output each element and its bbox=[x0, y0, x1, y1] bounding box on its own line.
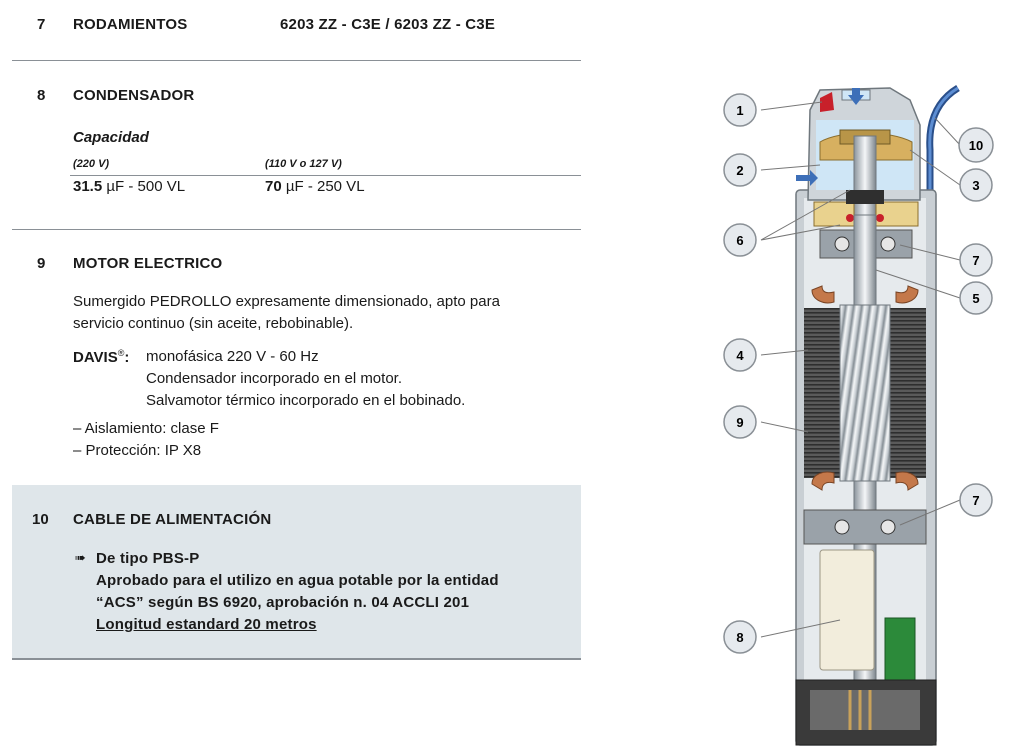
capacity-table-rule bbox=[70, 175, 581, 176]
motor-desc-line1: Sumergido PEDROLLO expresamente dimensionado, apto para bbox=[73, 293, 500, 310]
section-9-title: MOTOR ELECTRICO bbox=[73, 255, 223, 272]
section-10-title: CABLE DE ALIMENTACIÓN bbox=[73, 511, 272, 528]
svg-text:7: 7 bbox=[972, 253, 980, 268]
capacity-col1-unit: µF - 500 VL bbox=[102, 178, 186, 195]
cable-approval-line1: Aprobado para el utilizo en agua potable por la entidad bbox=[96, 572, 499, 589]
davis-registered-mark: ® bbox=[117, 348, 125, 358]
section-8-title: CONDENSADOR bbox=[73, 87, 195, 104]
callout-9 bbox=[724, 406, 756, 438]
davis-label bbox=[73, 348, 129, 366]
divider bbox=[12, 60, 581, 61]
svg-text:3: 3 bbox=[972, 178, 980, 193]
stator-winding-left bbox=[804, 308, 842, 478]
capacity-col2-unit: µF - 250 VL bbox=[281, 178, 365, 195]
callout-7-top bbox=[960, 244, 992, 276]
section-7-number: 7 bbox=[37, 16, 46, 33]
davis-name: DAVIS bbox=[73, 349, 118, 366]
callout-10 bbox=[959, 128, 993, 162]
callout-1 bbox=[724, 94, 756, 126]
capacity-col2-label: (110 V o 127 V) bbox=[265, 158, 342, 170]
callout-5 bbox=[960, 282, 992, 314]
capacity-col1-value bbox=[73, 178, 185, 195]
motor-cutaway-diagram bbox=[700, 80, 1020, 750]
svg-text:1: 1 bbox=[736, 103, 744, 118]
capacitor bbox=[820, 550, 874, 670]
motor-desc-line2: servicio continuo (sin aceite, rebobinable). bbox=[73, 315, 354, 332]
svg-text:9: 9 bbox=[736, 415, 744, 430]
svg-text:4: 4 bbox=[736, 348, 744, 363]
stator-winding-right bbox=[888, 308, 926, 478]
cable-type: De tipo PBS-P bbox=[96, 550, 200, 567]
section-10-number: 10 bbox=[32, 511, 49, 528]
divider bbox=[12, 229, 581, 230]
svg-text:8: 8 bbox=[736, 630, 744, 645]
arrow-icon: ➠ bbox=[75, 550, 86, 565]
cable-length: Longitud estandard 20 metros bbox=[96, 616, 317, 633]
insulation-bullet: – Aislamiento: clase F bbox=[73, 420, 219, 437]
davis-line1: monofásica 220 V - 60 Hz bbox=[146, 348, 319, 365]
callout-6 bbox=[724, 224, 756, 256]
cable-approval-line2: “ACS” según BS 6920, aprobación n. 04 ACCLI 201 bbox=[96, 594, 470, 611]
callout-8 bbox=[724, 621, 756, 653]
callout-7-bottom bbox=[960, 484, 992, 516]
rotor bbox=[840, 305, 890, 481]
davis-colon: : bbox=[124, 349, 130, 366]
davis-line3: Salvamotor térmico incorporado en el bobinado. bbox=[146, 392, 466, 409]
protection-bullet: – Protección: IP X8 bbox=[73, 442, 202, 459]
section-7-value: 6203 ZZ - C3E / 6203 ZZ - C3E bbox=[280, 16, 496, 33]
callout-3 bbox=[960, 169, 992, 201]
svg-text:10: 10 bbox=[968, 138, 984, 153]
callout-4 bbox=[724, 339, 756, 371]
capacity-col1-number: 31.5 bbox=[73, 178, 103, 195]
cable-connector bbox=[885, 618, 915, 688]
callout-2 bbox=[724, 154, 756, 186]
capacity-subtitle: Capacidad bbox=[73, 129, 149, 146]
davis-line2: Condensador incorporado en el motor. bbox=[146, 370, 402, 387]
svg-text:2: 2 bbox=[736, 163, 744, 178]
capacity-col1-label: (220 V) bbox=[73, 158, 110, 170]
section-8-number: 8 bbox=[37, 87, 46, 104]
svg-text:5: 5 bbox=[972, 291, 980, 306]
svg-text:7: 7 bbox=[972, 493, 980, 508]
capacity-col2-number: 70 bbox=[265, 178, 282, 195]
section-9-number: 9 bbox=[37, 255, 46, 272]
svg-text:6: 6 bbox=[736, 233, 744, 248]
section-7-title: RODAMIENTOS bbox=[73, 16, 188, 33]
capacity-col2-value bbox=[265, 178, 365, 195]
